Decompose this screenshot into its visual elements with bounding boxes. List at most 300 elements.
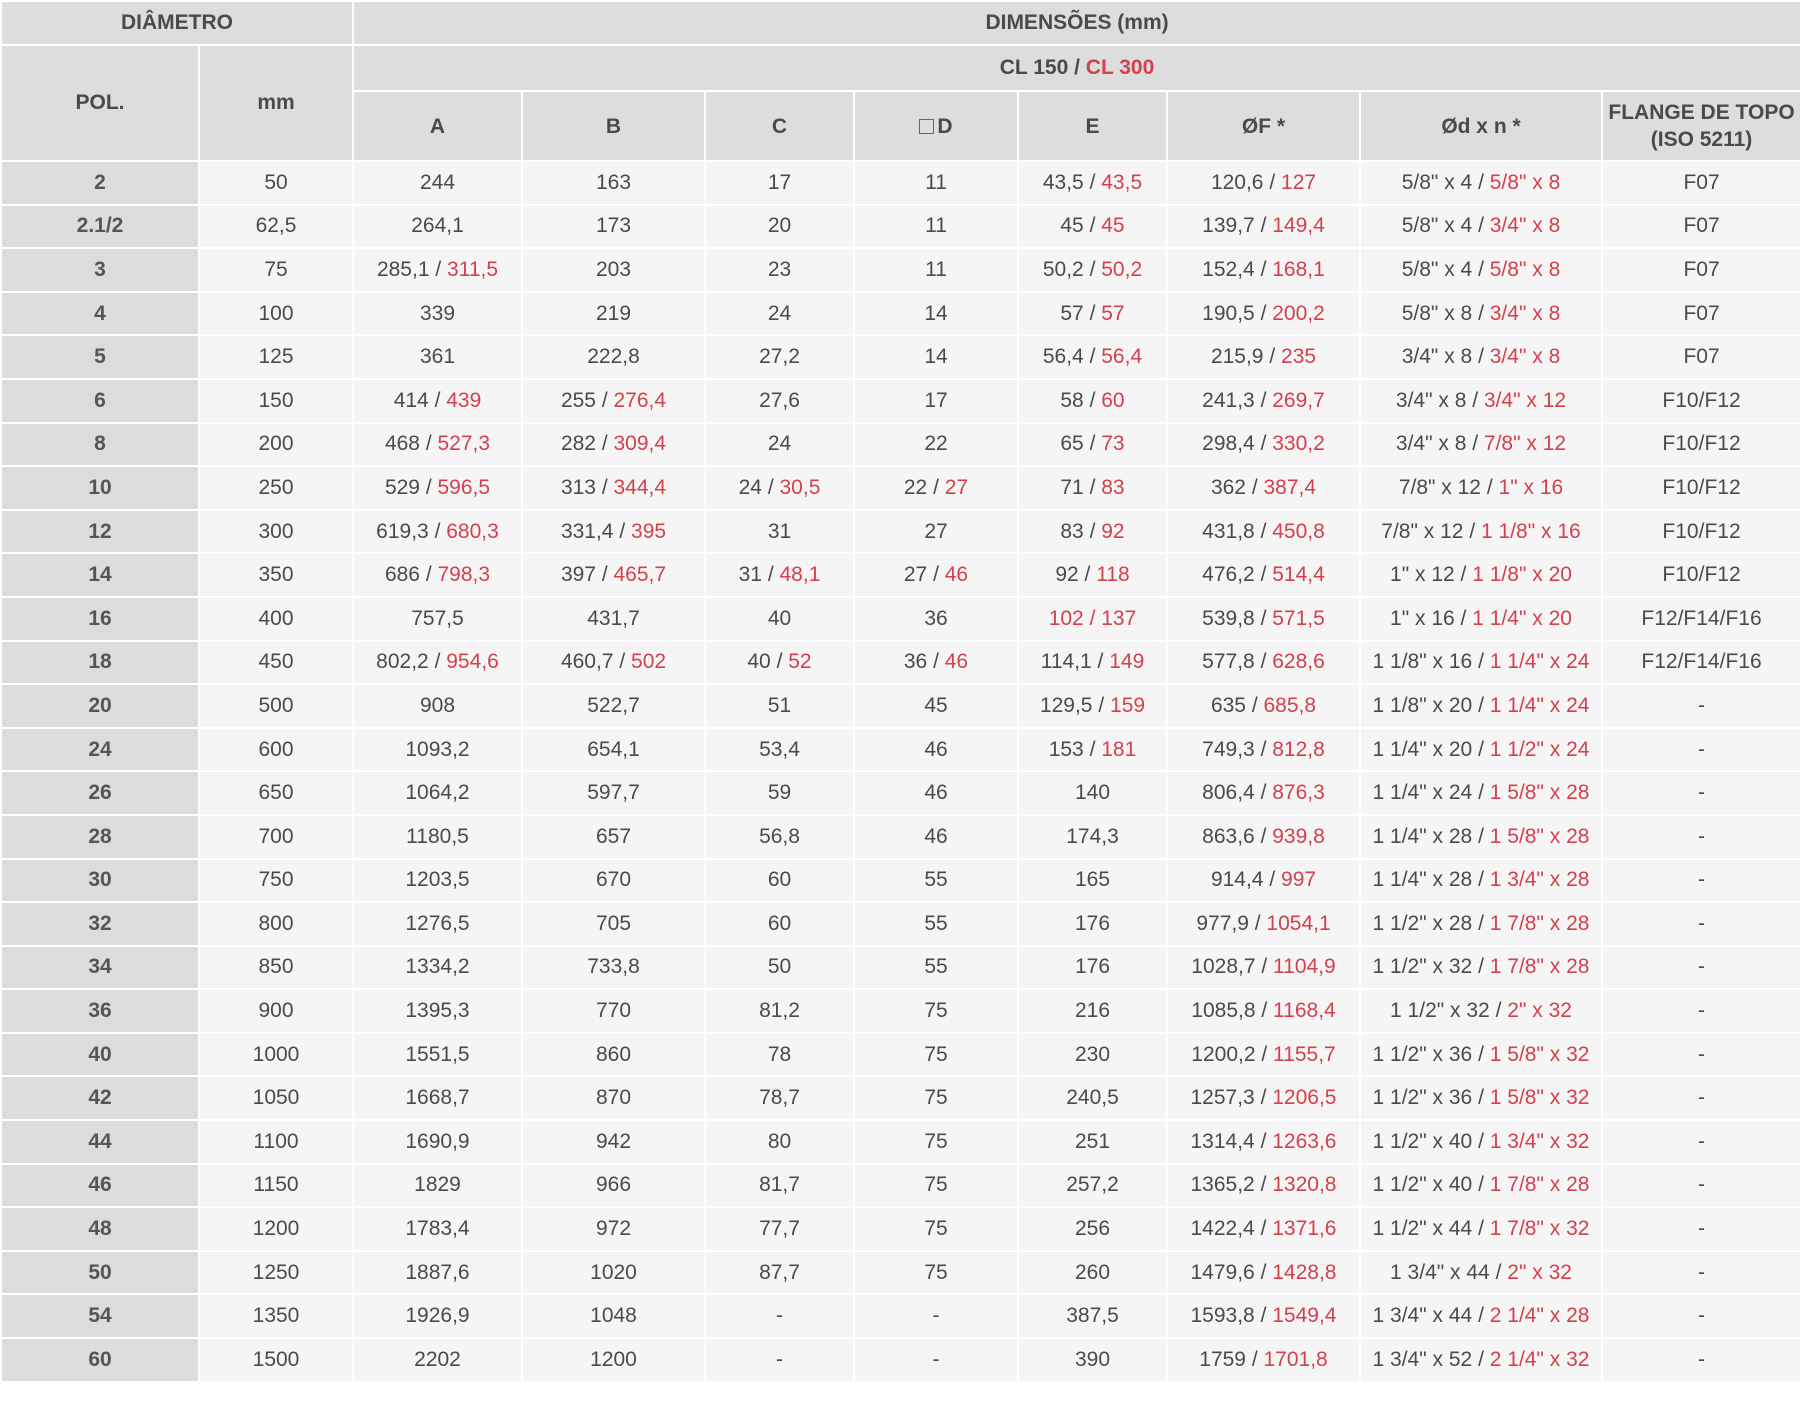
cl300-value: 1 1/4" x 24 [1489,693,1590,717]
col-d-cell [854,1207,1018,1251]
cl150-value: 1020 [590,1260,637,1284]
cl150-value: 81,7 [759,1173,800,1197]
cl150-value: 176 [1074,911,1111,935]
cl300-value: 276,4 [613,388,667,412]
cl300-value: 596,5 [437,475,491,499]
col-c-cell [705,771,854,815]
cl300-value: 2" x 32 [1507,1260,1572,1284]
cl150-value: 65 [1060,432,1084,456]
pol-cell: 24 [1,728,199,772]
col-a-cell [353,989,522,1033]
cl150-value: 251 [1074,1129,1111,1153]
cl300-value: 311,5 [447,257,499,281]
col-e-cell [1018,1033,1167,1077]
mm-cell: 125 [199,335,353,379]
col-c-cell [705,859,854,903]
cl150-value: 50,2 [1042,257,1084,281]
cl150-value: 577,8 [1202,650,1255,674]
col-f-cell: 1257,3 / 1206,5 [1167,1076,1360,1120]
cl300-value: 3/4" x 8 [1489,301,1561,325]
cl150-value: 1314,4 [1190,1129,1255,1153]
class-150-label: CL 150 [999,56,1069,79]
table-row [1,859,1800,903]
cl300-value: 1701,8 [1263,1347,1328,1371]
cl300-value: 1" x 16 [1498,475,1564,499]
col-a-cell: 529 / 596,5 [353,466,522,510]
cl300-value: 939,8 [1272,824,1325,848]
col-c-cell [705,161,854,205]
col-dxn-cell: 5/8" x 4 / 5/8" x 8 [1360,248,1602,292]
cl150-value: 215,9 [1210,345,1264,369]
col-a-cell [353,1120,522,1164]
mm-cell: 250 [199,466,353,510]
cl150-value: 57 [1060,301,1084,325]
table-row [1,292,1800,336]
col-c-cell [705,292,854,336]
col-d-cell [854,335,1018,379]
cl150-value: 1829 [414,1173,461,1197]
cl300-value: 439 [446,388,482,412]
header-dimensoes: DIMENSÕES (mm) [353,1,1800,45]
flange-cell: F07 [1602,248,1800,292]
cl150-value: 860 [595,1042,632,1066]
header-col-d [854,91,1018,161]
cl150-value: 361 [419,345,456,369]
flange-cell: - [1602,859,1800,903]
cl300-value: 7/8" x 12 [1483,432,1567,456]
col-dxn-cell: 1 1/4" x 28 / 1 3/4" x 28 [1360,859,1602,903]
cl150-value: 11 [925,170,947,194]
col-c-cell [705,423,854,467]
cl300-value: 1 7/8" x 28 [1489,911,1590,935]
col-d-cell [854,423,1018,467]
pol-cell: 54 [1,1294,199,1338]
cl150-value: 165 [1074,868,1111,892]
col-c-cell [705,728,854,772]
col-f-cell: 1479,6 / 1428,8 [1167,1251,1360,1295]
flange-cell: - [1602,1251,1800,1295]
header-col-b: B [522,91,705,161]
cl300-value: 1 3/4" x 28 [1489,868,1590,892]
cl300-value: 344,4 [613,475,667,499]
mm-cell: 1250 [199,1251,353,1295]
col-e-cell: 57 / 57 [1018,292,1167,336]
cl150-value: 71 [1060,475,1084,499]
cl150-value: 163 [595,170,632,194]
col-dxn-cell: 1 1/2" x 44 / 1 7/8" x 32 [1360,1207,1602,1251]
cl150-value: 414 [393,388,429,412]
col-e-cell: 129,5 / 159 [1018,684,1167,728]
mm-cell: 750 [199,859,353,903]
cl150-value: 387,5 [1066,1304,1119,1328]
flange-cell: F10/F12 [1602,553,1800,597]
pol-cell: 3 [1,248,199,292]
pol-cell: 40 [1,1033,199,1077]
col-dxn-cell: 1 3/4" x 44 / 2 1/4" x 28 [1360,1294,1602,1338]
cl150-value: 75 [924,1086,948,1110]
col-b-cell [522,728,705,772]
col-b-cell [522,1164,705,1208]
col-f-cell: 863,6 / 939,8 [1167,815,1360,859]
cl150-value: 966 [595,1173,632,1197]
cl300-value: 1 3/4" x 32 [1489,1129,1590,1153]
cl150-value: - [932,1304,940,1328]
header-pol: POL. [1,45,199,161]
cl150-value: 1926,9 [405,1304,470,1328]
square-icon [919,119,934,134]
cl150-value: 219 [595,301,632,325]
cl150-value: 1887,6 [405,1260,470,1284]
cl300-value: 1 1/2" x 24 [1489,737,1590,761]
cl150-value: 390 [1074,1347,1111,1371]
cl150-value: 230 [1074,1042,1111,1066]
cl150-value: 24 [767,301,792,325]
col-c-cell [705,1164,854,1208]
col-c-cell [705,205,854,249]
cl150-value: 1334,2 [405,955,470,979]
mm-cell: 1100 [199,1120,353,1164]
col-d-cell [854,989,1018,1033]
cl150-value: 670 [595,868,632,892]
cl150-value: 17 [767,170,792,194]
cl150-value: 1085,8 [1191,999,1256,1023]
cl300-value: 1168,4 [1273,999,1336,1023]
cl150-value: 619,3 [376,519,429,543]
cl150-value: 140 [1074,781,1111,805]
cl300-value: 73 [1101,432,1125,456]
cl150-value: 870 [595,1086,632,1110]
col-f-cell: 362 / 387,4 [1167,466,1360,510]
cl150-value: 5/8" x 4 [1401,214,1473,238]
col-f-cell: 1759 / 1701,8 [1167,1338,1360,1382]
cl150-value: 241,3 [1202,388,1255,412]
flange-cell: - [1602,815,1800,859]
cl300-value: 680,3 [446,519,499,543]
cl150-value: 92 [1055,563,1079,587]
col-a-cell: 802,2 / 954,6 [353,641,522,685]
cl300-value: 1 1/8" x 20 [1472,563,1572,587]
cl150-value: 339 [419,301,456,325]
cl150-value: 75 [924,999,948,1023]
col-c-cell [705,1338,854,1382]
cl150-value: 1276,5 [405,911,470,935]
table-row [1,1251,1800,1295]
col-d-cell [854,1164,1018,1208]
cl150-value: 476,2 [1202,563,1255,587]
pol-cell: 8 [1,423,199,467]
cl150-value: 431,7 [587,606,640,630]
pol-cell: 30 [1,859,199,903]
header-col-a: A [353,91,522,161]
col-a-cell [353,1076,522,1120]
mm-cell: 1200 [199,1207,353,1251]
col-d-cell [854,510,1018,554]
cl300-value: 1155,7 [1273,1042,1336,1066]
col-c-cell [705,379,854,423]
cl300-value: 118 [1096,563,1130,587]
cl300-value: 1 5/8" x 32 [1489,1086,1590,1110]
cl300-value: 57 [1101,301,1125,325]
col-f-cell: 1422,4 / 1371,6 [1167,1207,1360,1251]
col-b-cell: 331,4 / 395 [522,510,705,554]
table-row [1,597,1800,641]
cl300-value: 1428,8 [1272,1260,1337,1284]
cl150-value: 77,7 [759,1217,800,1241]
col-b-cell [522,1207,705,1251]
col-f-cell: 914,4 / 997 [1167,859,1360,903]
cl150-value: 705 [595,911,632,935]
col-a-cell [353,1164,522,1208]
col-f-cell: 1365,2 / 1320,8 [1167,1164,1360,1208]
table-row [1,553,1800,597]
col-c-cell [705,902,854,946]
pol-cell: 20 [1,684,199,728]
cl150-value: 55 [924,911,948,935]
cl300-value: 1 1/8" x 16 [1481,519,1581,543]
col-d-cell [854,379,1018,423]
cl150-value: 51 [767,693,792,717]
cl150-value: 1 3/4" x 44 [1390,1260,1490,1284]
table-row [1,161,1800,205]
cl300-value: 149 [1109,650,1145,674]
cl150-value: 942 [595,1129,632,1153]
cl150-value: 14 [924,345,948,369]
col-c-cell [705,989,854,1033]
pol-cell: 16 [1,597,199,641]
cl150-value: 5/8" x 4 [1401,170,1473,194]
col-c-cell [705,1076,854,1120]
flange-cell: - [1602,989,1800,1033]
col-b-cell [522,902,705,946]
col-b-cell: 255 / 276,4 [522,379,705,423]
cl150-value: 22 [924,432,948,456]
col-b-cell [522,292,705,336]
cl150-value: 60 [767,868,792,892]
cl150-value: - [776,1304,783,1328]
pol-cell: 2.1/2 [1,205,199,249]
pol-cell: 32 [1,902,199,946]
col-dxn-cell: 1 1/2" x 32 / 2" x 32 [1360,989,1602,1033]
cl150-value: 3/4" x 8 [1395,432,1467,456]
cl150-value: 522,7 [587,693,640,717]
col-e-cell [1018,902,1167,946]
table-row [1,771,1800,815]
cl300-value: 514,4 [1272,563,1325,587]
cl300-value: 2" x 32 [1507,999,1572,1023]
col-a-cell [353,859,522,903]
cl300-value: 48,1 [779,563,821,587]
col-b-cell: 313 / 344,4 [522,466,705,510]
col-f-cell: 298,4 / 330,2 [1167,423,1360,467]
col-b-cell [522,946,705,990]
mm-cell: 200 [199,423,353,467]
cl300-value: 330,2 [1272,432,1325,456]
cl150-value: 55 [924,868,948,892]
cl300-value: 685,8 [1263,693,1317,717]
col-d-cell [854,1294,1018,1338]
col-a-cell [353,1251,522,1295]
flange-cell: - [1602,771,1800,815]
col-c-cell [705,946,854,990]
cl150-value: 46 [924,737,948,761]
col-dxn-cell: 1 1/8" x 16 / 1 1/4" x 24 [1360,641,1602,685]
flange-cell: - [1602,1338,1800,1382]
cl150-value: 1365,2 [1190,1173,1255,1197]
cl150-value: 78 [767,1042,792,1066]
cl150-value: 977,9 [1196,911,1249,935]
header-col-dxn: Ød x n * [1360,91,1602,161]
col-e-cell: 92 / 118 [1018,553,1167,597]
col-d-cell [854,684,1018,728]
cl150-value: 908 [419,693,456,717]
col-c-cell [705,335,854,379]
cl150-value: 81,2 [759,999,800,1023]
cl150-value: 1180,5 [406,824,469,848]
flange-cell: F12/F14/F16 [1602,597,1800,641]
col-dxn-cell: 1 1/2" x 40 / 1 7/8" x 28 [1360,1164,1602,1208]
flange-cell: - [1602,946,1800,990]
col-c-cell [705,510,854,554]
cl150-value: 1028,7 [1191,955,1256,979]
table-row [1,1294,1800,1338]
cl150-value: 216 [1074,999,1111,1023]
cl300-value: 2 1/4" x 32 [1489,1347,1590,1371]
cl150-value: 657 [595,824,632,848]
mm-cell: 150 [199,379,353,423]
cl150-value: 14 [924,301,948,325]
cl150-value: 1395,3 [405,999,470,1023]
col-d-cell [854,771,1018,815]
pol-cell: 48 [1,1207,199,1251]
cl150-value: 264,1 [411,214,464,238]
cl150-value: - [932,1347,940,1371]
col-e-cell [1018,1164,1167,1208]
cl300-value: 56,4 [1101,345,1143,369]
col-a-cell [353,1207,522,1251]
pol-cell: 12 [1,510,199,554]
col-b-cell [522,989,705,1033]
cl150-value: 153 [1048,737,1084,761]
cl300-value: 1 5/8" x 28 [1489,824,1590,848]
flange-cell: F12/F14/F16 [1602,641,1800,685]
col-e-cell [1018,597,1167,641]
cl300-value: 1320,8 [1272,1173,1337,1197]
col-d-cell [854,1338,1018,1382]
cl150-value: 139,7 [1202,214,1255,238]
table-row [1,1076,1800,1120]
flange-cell: - [1602,1294,1800,1338]
cl150-value: 40 [747,650,771,674]
col-dxn-cell: 1 3/4" x 52 / 2 1/4" x 32 [1360,1338,1602,1382]
cl150-value: 55 [924,955,948,979]
cl150-value: 23 [767,257,792,281]
cl300-value: 46 [944,650,969,674]
cl300-value: 3/4" x 8 [1489,345,1561,369]
mm-cell: 700 [199,815,353,859]
cl150-value: 313 [560,475,596,499]
cl150-value: 256 [1074,1217,1111,1241]
col-d-cell [854,1033,1018,1077]
table-row [1,815,1800,859]
cl150-value: 3/4" x 8 [1395,388,1467,412]
cl300-value: 527,3 [437,432,491,456]
cl150-value: 460,7 [560,650,614,674]
col-a-cell [353,205,522,249]
col-b-cell [522,1076,705,1120]
col-f-cell: 749,3 / 812,8 [1167,728,1360,772]
cl300-value: 102 / 137 [1048,606,1137,630]
cl150-value: 1759 [1199,1347,1246,1371]
col-f-cell: 635 / 685,8 [1167,684,1360,728]
col-e-cell [1018,1251,1167,1295]
table-row [1,946,1800,990]
mm-cell: 350 [199,553,353,597]
cl150-value: 240,5 [1066,1086,1119,1110]
col-b-cell [522,771,705,815]
col-b-cell [522,684,705,728]
col-d-cell [854,205,1018,249]
flange-cell: F07 [1602,292,1800,336]
pol-cell: 10 [1,466,199,510]
pol-cell: 46 [1,1164,199,1208]
cl150-value: 802,2 [376,650,429,674]
table-row [1,335,1800,379]
cl150-value: 285,1 [376,257,430,281]
flange-cell: - [1602,1120,1800,1164]
flange-cell: F10/F12 [1602,510,1800,554]
cl150-value: 27 [903,563,928,587]
cl150-value: 7/8" x 12 [1398,475,1481,499]
col-dxn-cell: 7/8" x 12 / 1" x 16 [1360,466,1602,510]
col-e-cell: 71 / 83 [1018,466,1167,510]
table-row [1,902,1800,946]
cl300-value: 1 5/8" x 28 [1489,781,1590,805]
cl150-value: 190,5 [1202,301,1255,325]
table-row [1,641,1800,685]
cl150-value: 1551,5 [405,1042,470,1066]
header-col-d-label: D [937,114,953,138]
cl300-value: 168,1 [1272,257,1325,281]
table-row [1,466,1800,510]
col-f-cell: 977,9 / 1054,1 [1167,902,1360,946]
cl150-value: 75 [924,1129,948,1153]
col-b-cell [522,161,705,205]
col-f-cell: 806,4 / 876,3 [1167,771,1360,815]
col-e-cell [1018,1338,1167,1382]
cl150-value: 31 [767,519,792,543]
cl300-value: 2 1/4" x 28 [1489,1304,1590,1328]
col-c-cell: 40 / 52 [705,641,854,685]
cl300-value: 1371,6 [1272,1217,1337,1241]
cl150-value: 282 [560,432,596,456]
col-dxn-cell: 1 1/2" x 32 / 1 7/8" x 28 [1360,946,1602,990]
cl150-value: 749,3 [1202,737,1255,761]
cl150-value: 914,4 [1210,868,1264,892]
col-e-cell: 83 / 92 [1018,510,1167,554]
flange-cell: - [1602,902,1800,946]
flange-cell: - [1602,728,1800,772]
class-separator: / [1068,56,1086,79]
col-a-cell [353,815,522,859]
cl300-value: 1 7/8" x 32 [1489,1217,1590,1241]
cl150-value: 806,4 [1202,781,1255,805]
mm-cell: 1050 [199,1076,353,1120]
cl150-value: 1 3/4" x 44 [1372,1304,1473,1328]
cl150-value: 45 [924,693,948,717]
flange-cell: - [1602,1207,1800,1251]
col-b-cell [522,1338,705,1382]
cl300-value: 200,2 [1272,301,1325,325]
